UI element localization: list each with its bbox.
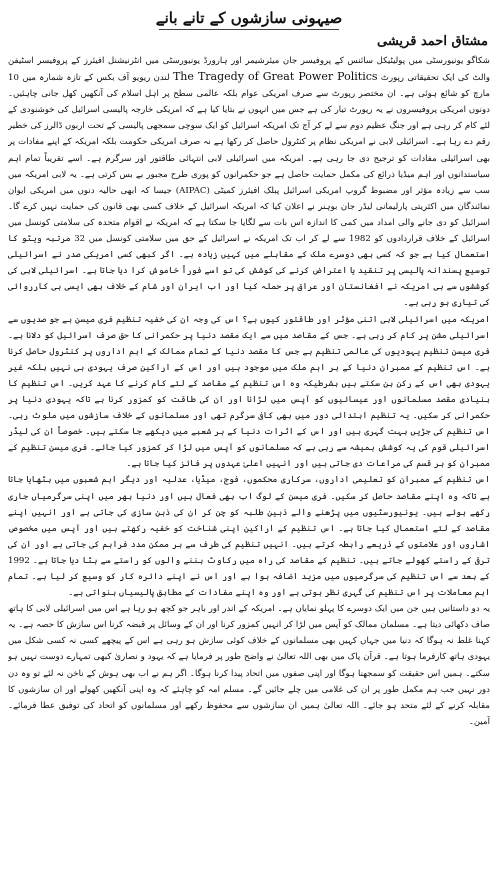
article-author: مشتاق احمد قریشی (376, 34, 488, 49)
paragraph-text: لندن ریویو آف بکس کے تازہ شمارہ میں 10 مارچ کو شائع ہوئی ہے۔ ان مختصر رپورٹ سے صرف امریکی عوام بلکہ عالمی سطح پر اہل اسلام کی آنکھیں کھل جانی چاہئیں۔ دونوں امریکی پروفیسروں نے یہ رپورٹ تیار کی ہے جس میں انہوں نے بتایا کیا ہے کہ امریکی خارجہ پالیسی اسرائیل کی خوشنودی کے لئے کام کر رہی ہے اور جنگ عظیم دوم سے لے کر آج تک امریکہ اسرائیل کو ایک سوچی سمجھی پالیسی کے تحت اربوں ڈالرز کی خطیر رقم دے رہا ہے۔ اسرائیلی لابی نے امریکی نظام پر کنٹرول حاصل کر رکھا ہے نہ صرف امریکی حکومت بلکہ امریکہ کے اپنے مفادات پر بھی اسرائیلی مفادات کو ترجیح دی جا رہی ہے۔ امریکہ میں اسرائیلی لابی انتہائی طاقتور اور سرگرم ہے۔ اسے تقریباً تمام اہم سیاستدانوں اور اہم میڈیا ذرائع کی مکمل حمایت حاصل ہے جو حکمرانوں کو پوری طرح مجبور بے بس کرتی ہے۔ یہ لابی امریکہ میں سب سے زیادہ مؤثر اور مضبوط گروپ امریکی اسرائیل پبلک افیئرز کمیٹی (AIPAC) جیسا کہ ابھی حالیہ دنوں میں امریکی ایوان نمائندگان میں اکثریتی پارلیمانی لیڈر جان بوہنر نے اعلان کیا کہ امریکہ اسرائیل کے خلاف کسی بھی قانون کی حمایت نہیں کرے گا۔ اسرائیل کو دی جانے والی امداد میں کمی کا اندازہ اس بات سے لگایا جا سکتا ہے کہ امریکہ نے اقوام متحدہ کی سلامتی کونسل میں اسرائیل کے خلاف قراردادوں کو 1982 سے لے کر اب تک امریکہ نے اسرائیل کے حق میں سلامتی کونسل میں 32 مرتبہ ویٹو کا استعمال کیا ہے جو کہ کسی بھی دوسرے ملک کے مقابلے میں کہیں زیادہ ہے۔ اگر کبھی کسی امریکی صدر نے اسرائیلی توسیع پسندانہ پالیسی پر تنقید یا اعتراض کرنے کی کوشش کی تو اسے فوراً خاموش کرا دیا جاتا ہے۔ اسرائیلی لابی کی کوششوں سے ہی امریکہ نے افغانستان اور عراق پر حملہ کیا اور اب ایران اور شام کے خلاف بھی ایسی ہی کارروائی کی تیاری ہو رہی ہے۔ (8, 73, 490, 309)
paragraph-text: شکاگو یونیورسٹی میں پولیٹیکل سائنس کے پروفیسر جان میئرشیمر اور ہارورڈ یونیورسٹی میں انٹرنیشنل افیئرز کے پروفیسر اسٹیفن والٹ کی ایک تحقیقاتی رپورٹ (8, 56, 490, 84)
article-paragraph: یہ دو داستانیں ہیں جن میں ایک دوسرے کا پہلو نمایاں ہے۔ امریکہ کے اندر اور باہر جو کچھ ہو رہا ہے اس میں اسرائیلی لابی کا ہاتھ صاف دکھائی دیتا ہے۔ مسلمان ممالک کو آپس میں لڑا کر انہیں کمزور کرنا اور ان کے وسائل پر قبضہ کرنا اس سازش کا حصہ ہے۔ یہ کہنا غلط نہ ہوگا کہ دنیا میں جہاں کہیں بھی مسلمانوں کے خلاف کوئی سازش ہو رہی ہے اس کے پیچھے کسی نہ کسی شکل میں یہودی ہاتھ کارفرما ہوتا ہے۔ قرآن پاک میں بھی اللہ تعالیٰ نے واضح طور پر فرمایا ہے کہ یہود و نصاریٰ کبھی تمہارے دوست نہیں ہو سکتے۔ ہمیں اس حقیقت کو سمجھنا ہوگا اور اپنی صفوں میں اتحاد پیدا کرنا ہوگا۔ اگر ہم نے اب بھی ہوش کے ناخن نہ لئے تو وہ دن دور نہیں جب ہم مکمل طور پر ان کی غلامی میں چلے جائیں گے۔ مسلم امہ کو چاہئے کہ وہ اپنی آنکھیں کھولے اور ان سازشوں کا مقابلہ کرنے کے لئے متحد ہو جائے۔ اللہ تعالیٰ ہمیں ان سازشوں سے محفوظ رکھے اور مسلمانوں کو اتحاد کی توفیق عطا فرمائے۔ آمین۔ (8, 604, 490, 727)
article-paragraph: اس تنظیم کے ممبران کو تعلیمی اداروں، سرکاری محکموں، فوج، میڈیا، عدلیہ اور دیگر اہم شعبوں میں بٹھایا جاتا ہے تاکہ وہ اپنے مقاصد حاصل کر سکیں۔ فری میسن کے لوگ اب بھی فعال ہیں اور دنیا بھر میں اپنی سرگرمیاں جاری رکھے ہوئے ہیں۔ یونیورسٹیوں میں پڑھنے والے ذہین طلبہ کو چن کر ان کی ذہن سازی کی جاتی ہے اور انہیں اپنے مقاصد کے لئے استعمال کیا جاتا ہے۔ اس تنظیم کے اراکین اپنی شناخت کو خفیہ رکھتے ہیں اور آپس میں مخصوص اشاروں اور علامتوں کے ذریعے رابطہ کرتے ہیں۔ انہیں تنظیم کی طرف سے ہر ممکن مدد فراہم کی جاتی ہے اور ان کی ترقی کے راستے کھولے جاتے ہیں۔ تنظیم کے مقاصد کی راہ میں رکاوٹ بننے والوں کو راستے سے ہٹا دیا جاتا ہے۔ 1992 کے بعد سے اس تنظیم کی سرگرمیوں میں مزید اضافہ ہوا ہے اور اس نے اپنے دائرہ کار کو وسیع کر لیا ہے۔ تمام اہم معاملات پر اس تنظیم کی گہری نظر ہوتی ہے اور وہ اپنے مفادات کے مطابق پالیسیاں بنواتی ہے۔ (8, 475, 490, 599)
title-underline (159, 29, 339, 30)
article-body (8, 53, 490, 859)
article-title: صیہونی سازشوں کے تانے بانے (155, 9, 343, 27)
article-paragraph (8, 53, 490, 312)
book-title: The Tragedy of Great Power Politics (172, 70, 378, 84)
article-paragraph: امریکہ میں اسرائیلی لابی اتنی مؤثر اور طاقتور کیوں ہے؟ اس کی وجہ ان کی خفیہ تنظیم فری میسن ہے جو صدیوں سے اسرائیلی مشن پر کام کر رہی ہے۔ جس کے مقاصد میں سے ایک مقصد دنیا پر حکمرانی کا حق صرف اسرائیل کو دلانا ہے۔ فری میسن تنظیم یہودیوں کی عالمی تنظیم ہے جس کا مقصد دنیا کے تمام ممالک کے اہم اداروں پر کنٹرول حاصل کرنا ہے۔ اس تنظیم کے ممبران دنیا کے ہر اہم ملک میں موجود ہیں اور اس کے اراکین صرف یہودی ہی نہیں بلکہ غیر یہودی بھی اس کے رکن بن سکتے ہیں بشرطیکہ وہ اس تنظیم کے مقاصد کے لئے کام کرنے کا عہد کریں۔ اس تنظیم کا بنیادی مقصد مسلمانوں اور عیسائیوں کو آپس میں لڑانا اور ان کی طاقت کو کمزور کرنا ہے تاکہ یہودی دنیا پر حکمرانی کر سکیں۔ یہ تنظیم ابتدائی دور میں بھی کافی سرگرم تھی اور مسلمانوں کے خلاف سازشوں میں ملوث رہی۔ اس تنظیم کی جڑیں بہت گہری ہیں اور اس کے اثرات دنیا کے ہر شعبے میں دیکھے جا سکتے ہیں۔ خصوصاً ان کی لیڈر اسرائیلی قوم کی یہ کوشش ہمیشہ سے رہی ہے کہ مسلمانوں کو آپس میں لڑا کر کمزور کیا جائے۔ فری میسن تنظیم کے ممبران کو ہر قسم کی مراعات دی جاتی ہیں اور انہیں اعلیٰ عہدوں پر فائز کیا جاتا ہے۔ (8, 314, 490, 470)
